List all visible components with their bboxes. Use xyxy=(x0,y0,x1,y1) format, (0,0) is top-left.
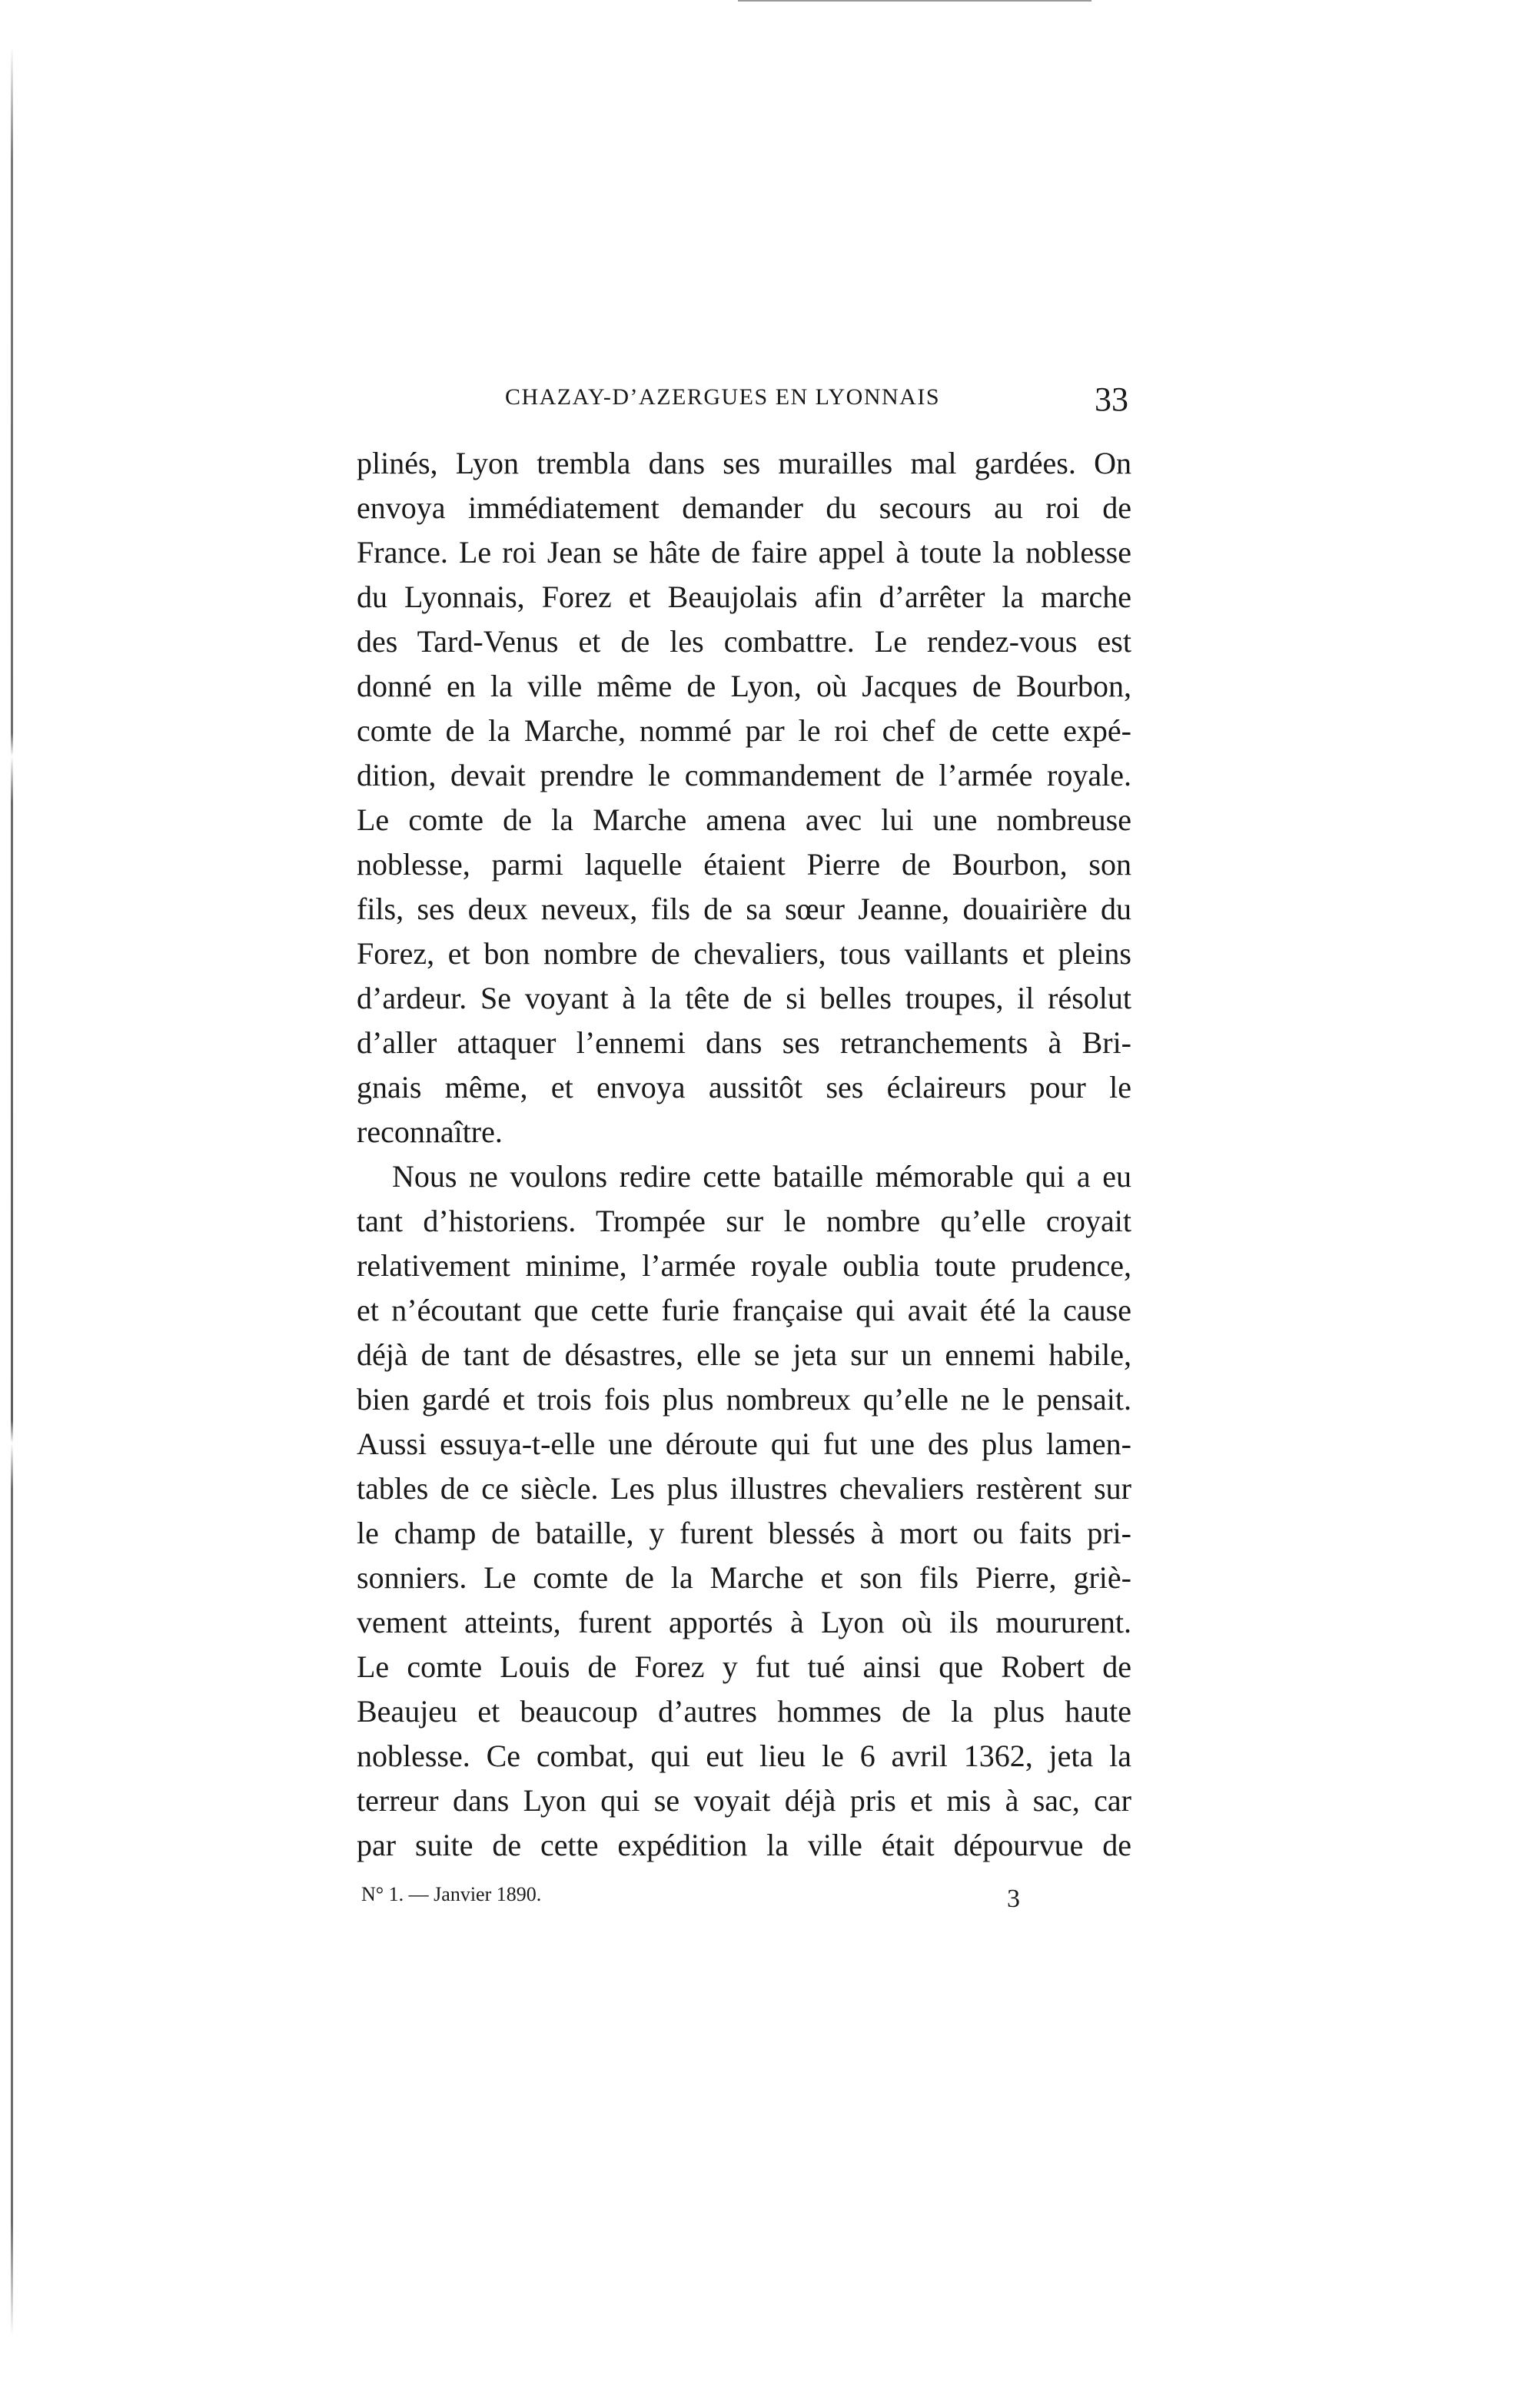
text-line: Nous ne voulons redire cette bataille mémorable qui a eu xyxy=(392,1159,1131,1194)
text-line: plinés, Lyon trembla dans ses murailles mal gardées. On xyxy=(357,446,1131,480)
text-line: donné en la ville même de Lyon, où Jacques de Bourbon, xyxy=(357,669,1131,703)
text-line: fils, ses deux neveux, fils de sa sœur Jeanne, douairière du xyxy=(357,892,1131,926)
text-line: terreur dans Lyon qui se voyait déjà pris et mis à sac, car xyxy=(357,1783,1131,1818)
text-line: Aussi essuya-t-elle une déroute qui fut une des plus lamen- xyxy=(357,1427,1131,1461)
scan-binding-edge xyxy=(11,46,13,2337)
text-line: déjà de tant de désastres, elle se jeta sur un ennemi habile, xyxy=(357,1337,1131,1372)
text-line: Le comte de la Marche amena avec lui une nombreuse xyxy=(357,802,1131,837)
text-line: vement atteints, furent apportés à Lyon où ils moururent. xyxy=(357,1605,1131,1639)
text-line: tables de ce siècle. Les plus illustres chevaliers restèrent sur xyxy=(357,1471,1131,1506)
text-line: relativement minime, l’armée royale oublia toute prudence, xyxy=(357,1248,1131,1283)
text-line: le champ de bataille, y furent blessés à mort ou faits pri- xyxy=(357,1516,1131,1550)
text-line: des Tard-Venus et de les combattre. Le rendez-vous est xyxy=(357,624,1131,659)
text-line: d’ardeur. Se voyant à la tête de si belles troupes, il résolut xyxy=(357,981,1131,1015)
signature-mark: 3 xyxy=(1007,1885,1020,1913)
text-line: sonniers. Le comte de la Marche et son fils Pierre, griè- xyxy=(357,1560,1131,1595)
text-line: noblesse. Ce combat, qui eut lieu le 6 avril 1362, jeta la xyxy=(357,1739,1131,1773)
scan-edge-line xyxy=(738,0,1091,2)
text-line: reconnaître. xyxy=(357,1114,503,1149)
text-line: Le comte Louis de Forez y fut tué ainsi que Robert de xyxy=(357,1649,1131,1684)
text-line: envoya immédiatement demander du secours au roi de xyxy=(357,490,1131,525)
body-text xyxy=(357,441,1131,1868)
page-number: 33 xyxy=(1095,380,1128,418)
text-line: du Lyonnais, Forez et Beaujolais afin d’arrêter la marche xyxy=(357,580,1131,614)
text-line: dition, devait prendre le commandement de l’armée royale. xyxy=(357,758,1131,792)
text-line: tant d’historiens. Trompée sur le nombre qu’elle croyait xyxy=(357,1204,1131,1238)
text-line: d’aller attaquer l’ennemi dans ses retranchements à Bri- xyxy=(357,1025,1131,1060)
issue-footer: N° 1. — Janvier 1890. xyxy=(361,1883,542,1905)
text-line: gnais même, et envoya aussitôt ses éclaireurs pour le xyxy=(357,1070,1131,1104)
text-line: par suite de cette expédition la ville était dépourvue de xyxy=(357,1828,1131,1862)
running-title: CHAZAY-D’AZERGUES EN LYONNAIS xyxy=(504,384,941,410)
text-line: et n’écoutant que cette furie française qui avait été la cause xyxy=(357,1293,1131,1327)
text-line: comte de la Marche, nommé par le roi chef de cette expé- xyxy=(357,713,1131,748)
text-line: bien gardé et trois fois plus nombreux qu’elle ne le pensait. xyxy=(357,1382,1131,1417)
text-line: Beaujeu et beaucoup d’autres hommes de la plus haute xyxy=(357,1694,1131,1729)
text-line: France. Le roi Jean se hâte de faire appel à toute la noblesse xyxy=(357,535,1131,570)
text-line: Forez, et bon nombre de chevaliers, tous vaillants et pleins xyxy=(357,936,1131,971)
text-line: noblesse, parmi laquelle étaient Pierre de Bourbon, son xyxy=(357,847,1131,882)
